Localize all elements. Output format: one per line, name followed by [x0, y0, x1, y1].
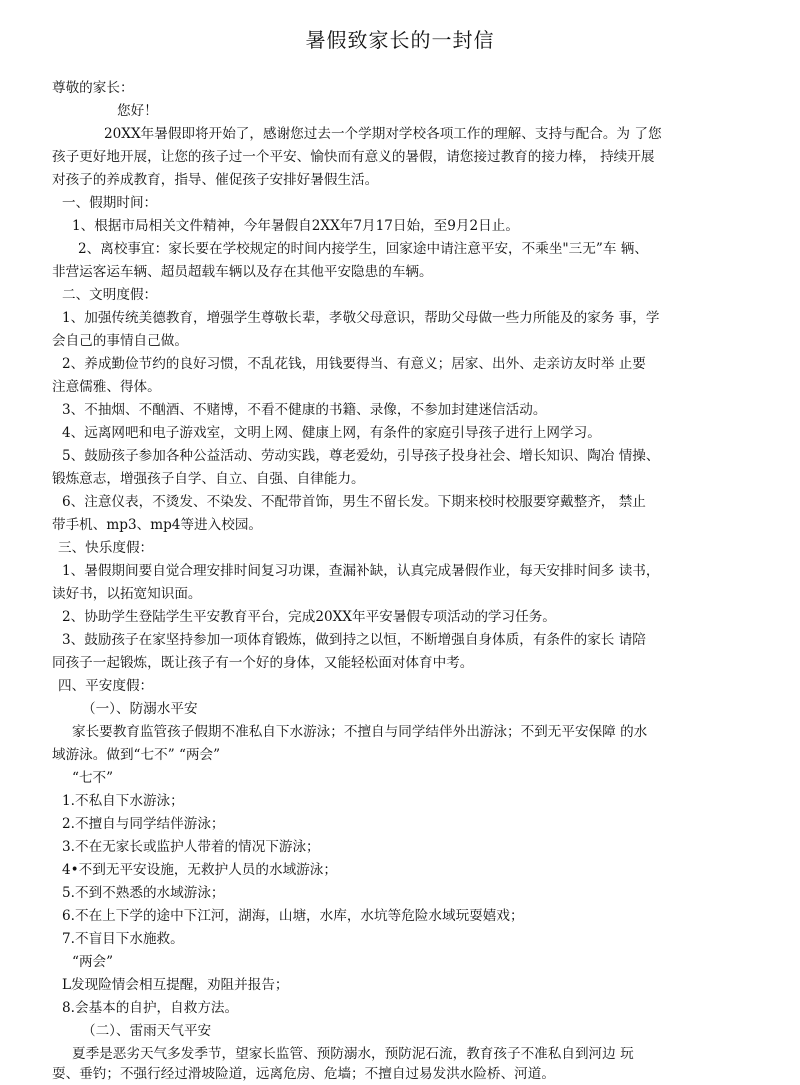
list-heading: “两会”: [72, 954, 114, 970]
paragraph-line: 1、加强传统美德教育，增强学生尊敬长辈，孝敬父母意识，帮助父母做一些力所能及的家务 事，学: [62, 310, 660, 326]
list-item: 6.不在上下学的途中下江河，湖海，山塘，水库，水坑等危险水域玩耍嬉戏；: [62, 908, 524, 924]
intro-line-1: 20XX年暑假即将开始了，感谢您过去一个学期对学校各项工作的理解、支持与配合。为 了您: [104, 126, 662, 142]
paragraph-line: 2、协助学生登陆学生平安教育平台，完成20XX年平安暑假专项活动的学习任务。: [62, 609, 556, 625]
list-item: 8.会基本的自护，自救方法。: [62, 1000, 239, 1016]
intro-line-3: 对孩子的养成教育，指导、催促孩子安排好暑假生活。: [52, 172, 379, 188]
paragraph-line: 6、注意仪表，不烫发、不染发、不配带首饰，男生不留长发。下期来校时校服要穿戴整齐， 禁止: [62, 494, 646, 510]
list-item: 3.不在无家长或监护人带着的情况下游泳；: [62, 839, 320, 855]
paragraph-line: 5、鼓励孩子参加各种公益活动、劳动实践，尊老爱幼，引导孩子投身社会、增长知识、陶冶 情操、: [62, 448, 660, 464]
paragraph-line: 耍、垂钓；不强行经过滑坡险道，远离危房、危墙；不擅自过易发洪水险桥、河道。: [52, 1066, 555, 1082]
subsection-heading-2: （二）、雷雨天气平安: [82, 1023, 212, 1039]
salutation: 尊敬的家长：: [52, 80, 134, 96]
list-item: 5.不到不熟悉的水域游泳；: [62, 885, 225, 901]
paragraph-line: 会自己的事情自己做。: [52, 333, 188, 349]
paragraph-line: 4、远离网吧和电子游戏室，文明上网、健康上网，有条件的家庭引导孩子进行上网学习。: [62, 425, 601, 441]
paragraph-line: 读好书，以拓宽知识面。: [52, 586, 202, 602]
paragraph-line: 同孩子一起锻炼，既让孩子有一个好的身体，又能轻松面对体育中考。: [52, 655, 474, 671]
paragraph-line: 家长要教育监管孩子假期不准私自下水游泳；不擅自与同学结伴外出游泳；不到无平安保障 的水: [72, 724, 648, 740]
list-item: 4•不到无平安设施，无救护人员的水域游泳；: [62, 862, 337, 878]
section-heading-1: 一、假期时间：: [62, 195, 158, 211]
paragraph-line: 锻炼意志，增强孩子自学、自立、自强、自律能力。: [52, 471, 365, 487]
paragraph-line: 3、不抽烟、不酗酒、不赌博，不看不健康的书籍、录像，不参加封建迷信活动。: [62, 402, 547, 418]
list-item: L发现险情会相互提醒，劝阻并报告；: [62, 977, 289, 993]
paragraph-line: 非营运客运车辆、超员超载车辆以及存在其他平安隐患的车辆。: [52, 264, 433, 280]
paragraph-line: 1、根据市局相关文件精神，今年暑假自2XX年7月17日始，至9月2日止。: [72, 218, 519, 234]
list-item: 7.不盲目下水施救。: [62, 931, 184, 947]
list-heading: “七不”: [72, 770, 114, 786]
greeting: 您好！: [117, 103, 158, 119]
paragraph-line: 注意儒雅、得体。: [52, 379, 161, 395]
subsection-heading-1: （一）、防溺水平安: [82, 701, 198, 717]
paragraph-line: 2、养成勤俭节约的良好习惯，不乱花钱，用钱要得当、有意义；居家、出外、走亲访友时举 止要: [62, 356, 646, 372]
paragraph-line: 域游泳。做到“七不” “两会”: [52, 747, 221, 763]
letter-title: 暑假致家长的一封信: [305, 28, 495, 52]
section-heading-3: 三、快乐度假：: [58, 540, 154, 556]
list-item: 1.不私自下水游泳；: [62, 793, 184, 809]
paragraph-line: 夏季是恶劣天气多发季节，望家长监管、预防溺水，预防泥石流，教育孩子不准私自到河边 玩: [72, 1046, 634, 1062]
intro-line-2: 孩子更好地开展，让您的孩子过一个平安、愉快而有意义的暑假，请您接过教育的接力棒， 持续开展: [52, 149, 655, 165]
paragraph-line: 带手机、mp3、mp4等进入校园。: [52, 517, 263, 533]
section-heading-4: 四、平安度假：: [58, 678, 154, 694]
paragraph-line: 3、鼓励孩子在家坚持参加一项体育锻炼，做到持之以恒，不断增强自身体质，有条件的家长 请陪: [62, 632, 646, 648]
list-item: 2.不擅自与同学结伴游泳；: [62, 816, 225, 832]
paragraph-line: 1、暑假期间要自觉合理安排时间复习功课，查漏补缺，认真完成暑假作业，每天安排时间多 读书，: [62, 563, 660, 579]
paragraph-line: 2、离校事宜：家长要在学校规定的时间内接学生，回家途中请注意平安，不乘坐"三无”车 辆、: [78, 241, 648, 257]
section-heading-2: 二、文明度假：: [62, 287, 158, 303]
